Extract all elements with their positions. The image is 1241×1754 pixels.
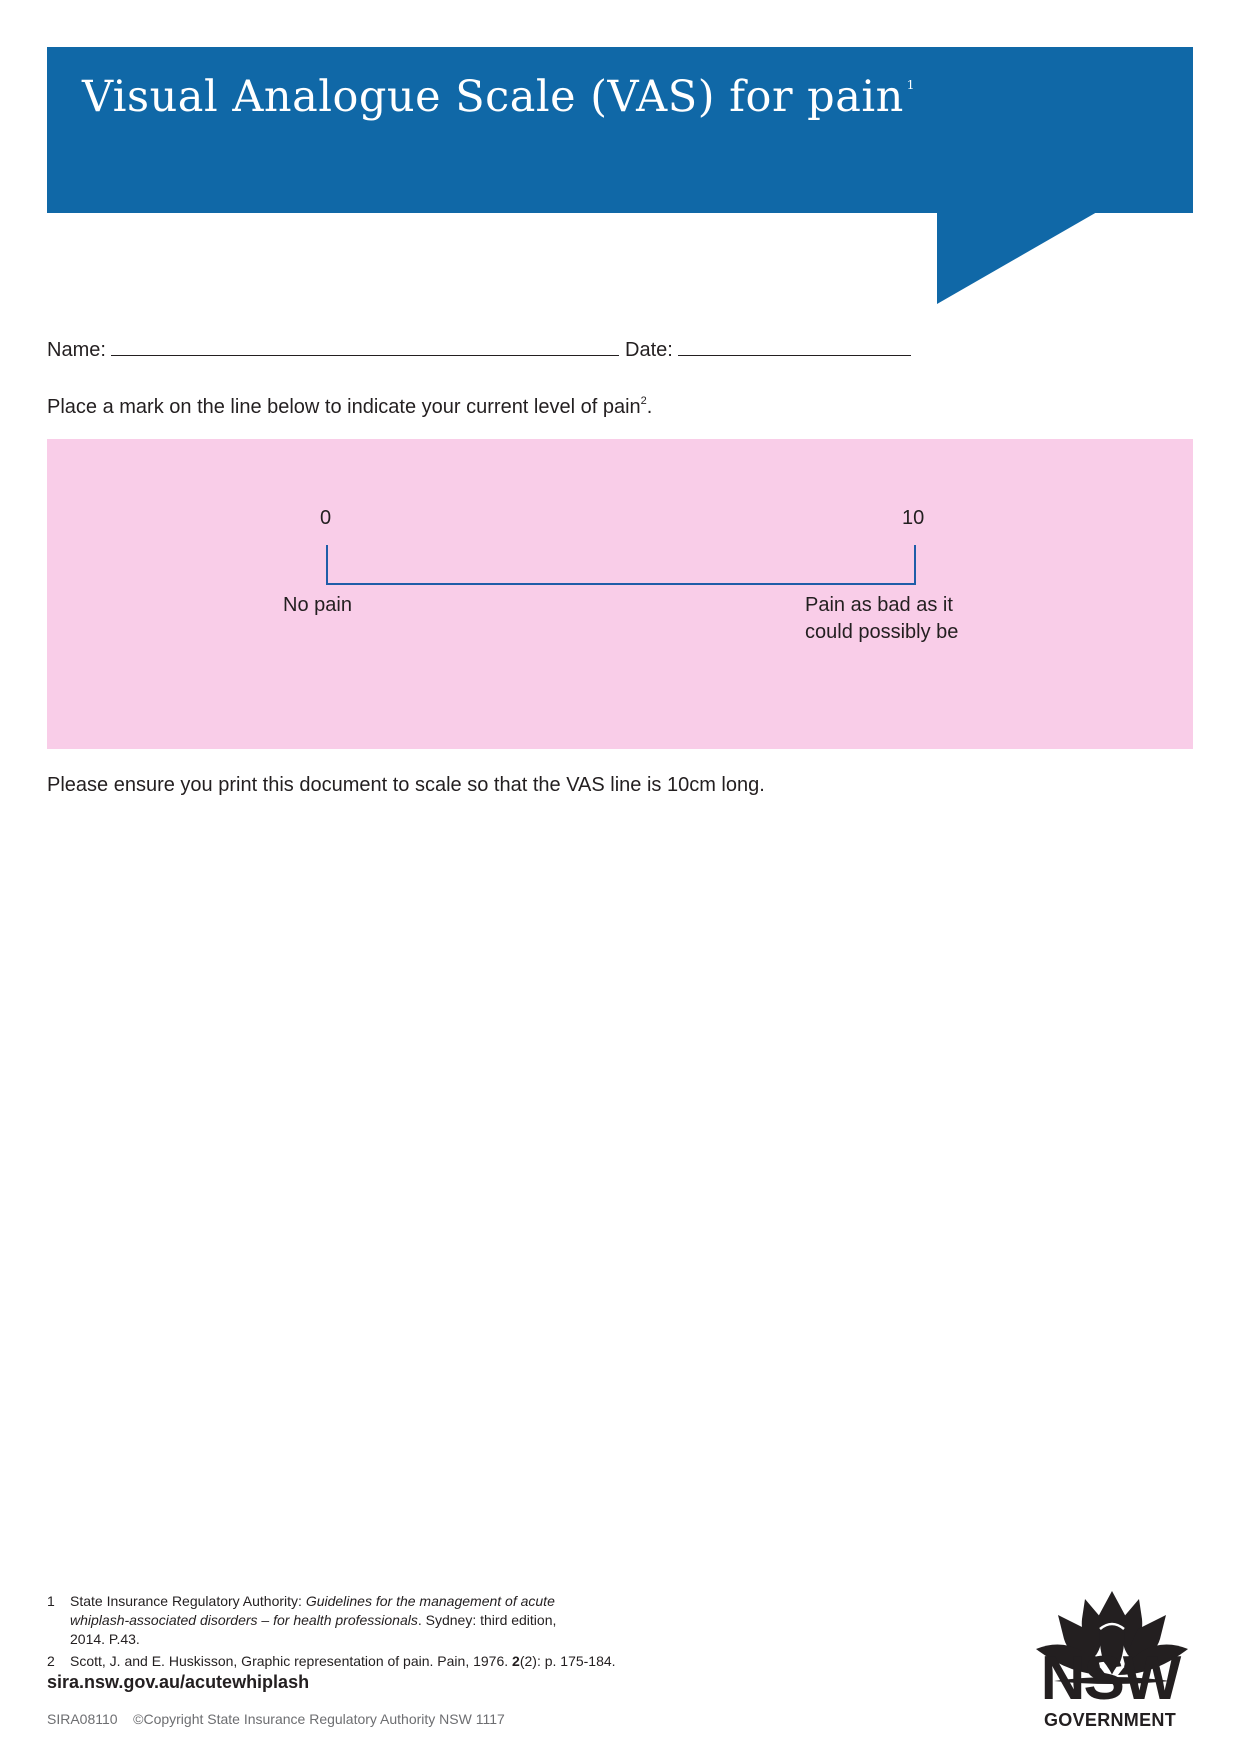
instruction-body: Place a mark on the line below to indicate your current level of pain (47, 396, 641, 418)
name-field[interactable] (111, 337, 619, 356)
footnote-2 (47, 1652, 616, 1671)
title-footnote-ref: 1 (906, 78, 915, 92)
footnote-text-after: . Sydney: third edition, 2014. P.43. (70, 1612, 557, 1647)
footnote-text-bold: 2 (512, 1653, 520, 1669)
scale-max-value: 10 (902, 507, 925, 529)
footnotes (47, 1592, 616, 1674)
print-note: Please ensure you print this document to scale so that the VAS line is 10cm long. (47, 774, 765, 796)
date-field[interactable] (678, 337, 911, 356)
footnote-number: 1 (47, 1593, 55, 1609)
vas-line[interactable] (326, 545, 916, 585)
footnote-text (70, 1592, 590, 1649)
copyright-text: ©Copyright State Insurance Regulatory Authority NSW 1117 (133, 1711, 505, 1727)
title-text: Visual Analogue Scale (VAS) for pain (82, 72, 904, 122)
footnote-number: 2 (47, 1653, 55, 1669)
scale-min-label: No pain (283, 594, 352, 616)
scale-min-value: 0 (320, 507, 332, 529)
name-label: Name: (47, 339, 106, 361)
instruction-text (47, 396, 652, 419)
footnote-text-plain: Scott, J. and E. Huskisson, Graphic representation of pain. Pain, 1976. (70, 1653, 513, 1669)
footnote-text-after: (2): p. 175-184. (519, 1653, 616, 1669)
page-title (82, 72, 915, 122)
vas-panel (47, 439, 1193, 749)
date-label: Date: (625, 339, 673, 361)
website-link[interactable]: sira.nsw.gov.au/acutewhiplash (47, 1672, 310, 1692)
logo-nsw-text: NSW (1040, 1644, 1180, 1713)
name-date-row (47, 337, 911, 362)
footnote-text (70, 1652, 616, 1671)
instruction-footnote-ref: 2 (640, 395, 647, 407)
footnote-text-plain: State Insurance Regulatory Authority: (70, 1593, 306, 1609)
footnote-text-italic: Guidelines for the management of acute whiplash-associated disorders – for health professionals (70, 1593, 555, 1628)
scale-max-label-line2: could possibly be (805, 621, 959, 643)
instruction-period: . (646, 396, 653, 418)
footnote-1 (47, 1592, 616, 1649)
logo-government-text: GOVERNMENT (1043, 1710, 1176, 1730)
scale-max-label (805, 592, 958, 646)
scale-max-label-line1: Pain as bad as it (805, 594, 953, 616)
banner-tail-shape (937, 212, 1097, 304)
doc-code: SIRA08110 (47, 1711, 118, 1727)
copyright-line (47, 1711, 505, 1727)
